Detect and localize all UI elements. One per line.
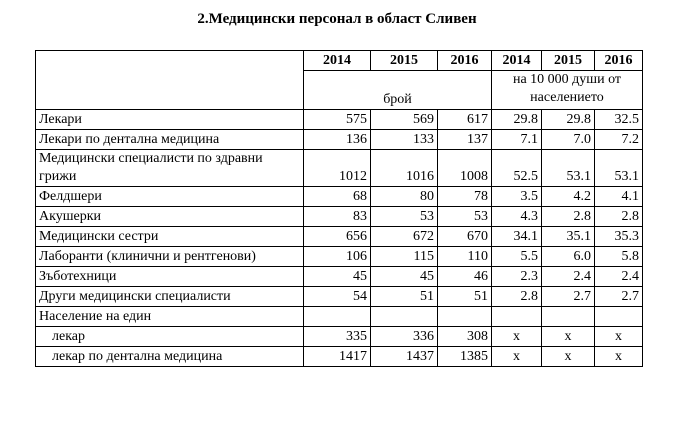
table-row [36,347,643,367]
cell-value: 54 [304,287,371,307]
cell-value: x [492,347,542,367]
cell-value: 80 [371,187,438,207]
cell-value: 34.1 [492,227,542,247]
cell-value: 35.1 [542,227,595,247]
page-title: 2.Медицински персонал в област Сливен [197,11,477,27]
cell-value: 2.4 [542,267,595,287]
year-header: 2015 [371,51,438,71]
population-header: Население на един [36,307,304,327]
cell-value: 1008 [438,150,492,187]
cell-value: 137 [438,130,492,150]
cell-value: 1385 [438,347,492,367]
row-label: лекар по дентална медицина [36,347,304,367]
cell-value: 53.1 [595,150,643,187]
table-row [36,207,643,227]
empty-cell [492,307,542,327]
cell-value: 32.5 [595,110,643,130]
year-header: 2016 [438,51,492,71]
row-label: Зъботехници [36,267,304,287]
data-table [35,50,643,367]
cell-value: 52.5 [492,150,542,187]
unit-rate-header: на 10 000 души от населението [492,71,643,110]
cell-value: 672 [371,227,438,247]
cell-value: 335 [304,327,371,347]
cell-value: 575 [304,110,371,130]
cell-value: 29.8 [542,110,595,130]
cell-value: 1437 [371,347,438,367]
cell-value: 2.7 [542,287,595,307]
row-label: Акушерки [36,207,304,227]
cell-value: 68 [304,187,371,207]
cell-value: 45 [371,267,438,287]
empty-cell [304,307,371,327]
table-row [36,130,643,150]
year-header: 2015 [542,51,595,71]
table-row [36,227,643,247]
cell-value: 4.1 [595,187,643,207]
cell-value: 569 [371,110,438,130]
cell-value: 29.8 [492,110,542,130]
cell-value: 133 [371,130,438,150]
cell-value: 7.1 [492,130,542,150]
table-row [36,327,643,347]
cell-value: 336 [371,327,438,347]
cell-value: x [492,327,542,347]
cell-value: 45 [304,267,371,287]
cell-value: 115 [371,247,438,267]
header-row-years [36,51,643,71]
cell-value: x [595,347,643,367]
row-label: Други медицински специалисти [36,287,304,307]
table-row [36,287,643,307]
cell-value: 51 [371,287,438,307]
cell-value: 308 [438,327,492,347]
row-label: Медицински специалисти по здравни грижи [36,150,304,187]
cell-value: 2.3 [492,267,542,287]
row-label: лекар [36,327,304,347]
table-row [36,247,643,267]
cell-value: 2.8 [492,287,542,307]
table-row [36,267,643,287]
empty-cell [438,307,492,327]
cell-value: 53 [371,207,438,227]
row-label: Лекари по дентална медицина [36,130,304,150]
cell-value: 7.2 [595,130,643,150]
cell-value: 4.2 [542,187,595,207]
cell-value: 7.0 [542,130,595,150]
cell-value: 3.5 [492,187,542,207]
unit-count-header: брой [304,71,492,110]
cell-value: 51 [438,287,492,307]
table-row [36,187,643,207]
table-row [36,110,643,130]
table-row [36,307,643,327]
header-corner [36,51,304,110]
cell-value: 78 [438,187,492,207]
year-header: 2016 [595,51,643,71]
cell-value: 1417 [304,347,371,367]
cell-value: 1016 [371,150,438,187]
cell-value: 46 [438,267,492,287]
cell-value: 2.7 [595,287,643,307]
cell-value: 106 [304,247,371,267]
empty-cell [595,307,643,327]
cell-value: 617 [438,110,492,130]
cell-value: x [595,327,643,347]
cell-value: 35.3 [595,227,643,247]
table-row [36,150,643,187]
cell-value: 4.3 [492,207,542,227]
cell-value: 53.1 [542,150,595,187]
cell-value: 5.8 [595,247,643,267]
cell-value: x [542,327,595,347]
row-label: Лаборанти (клинични и рентгенови) [36,247,304,267]
cell-value: 2.4 [595,267,643,287]
empty-cell [371,307,438,327]
cell-value: 5.5 [492,247,542,267]
cell-value: 110 [438,247,492,267]
cell-value: 6.0 [542,247,595,267]
cell-value: 53 [438,207,492,227]
empty-cell [542,307,595,327]
row-label: Медицински сестри [36,227,304,247]
cell-value: 136 [304,130,371,150]
year-header: 2014 [492,51,542,71]
cell-value: x [542,347,595,367]
cell-value: 670 [438,227,492,247]
cell-value: 83 [304,207,371,227]
row-label: Фелдшери [36,187,304,207]
cell-value: 1012 [304,150,371,187]
cell-value: 656 [304,227,371,247]
cell-value: 2.8 [595,207,643,227]
year-header: 2014 [304,51,371,71]
row-label: Лекари [36,110,304,130]
cell-value: 2.8 [542,207,595,227]
